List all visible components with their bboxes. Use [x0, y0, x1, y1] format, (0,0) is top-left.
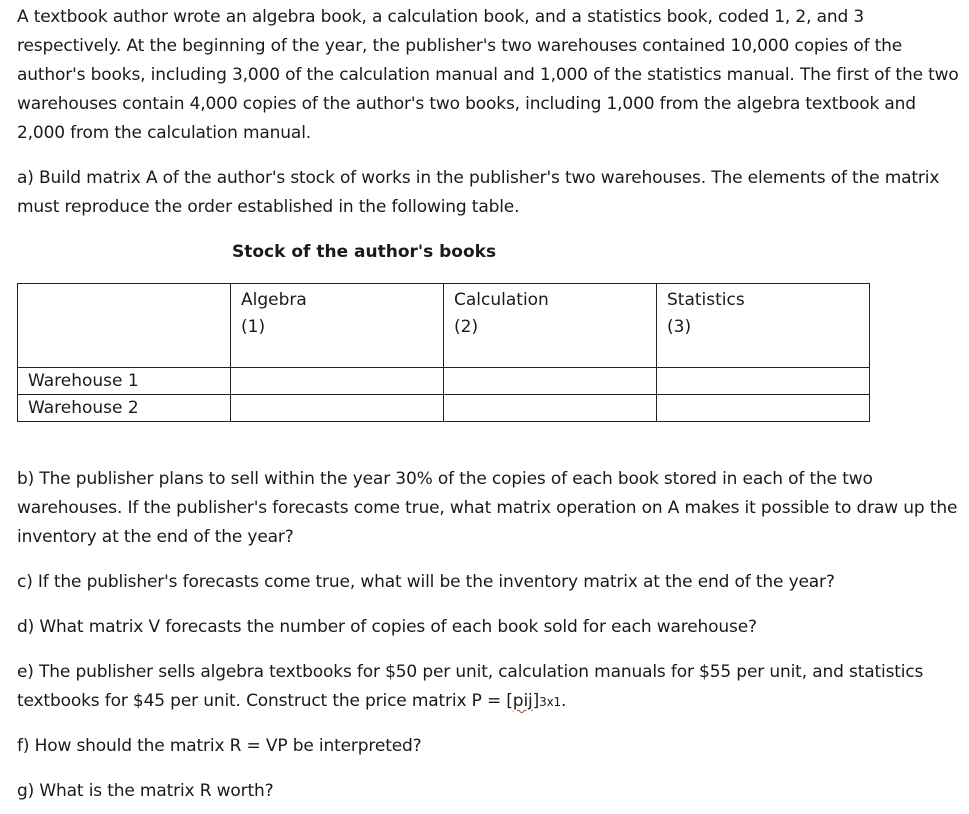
table-corner-cell	[18, 284, 231, 368]
table-cell	[657, 395, 870, 422]
header-name: Calculation	[454, 290, 549, 310]
header-code: (3)	[667, 317, 692, 337]
question-f: f) How should the matrix R = VP be interpreted?	[17, 736, 422, 756]
table-cell	[231, 395, 444, 422]
header-name: Algebra	[241, 290, 307, 310]
intro-paragraph: A textbook author wrote an algebra book, a calculation book, and a statistics book, coded 1, 2, and 3 respectively. At the beginning of the year, the publisher's two warehouses contained 10,000 copies of the author's books, including 3,000 of the calculation manual and 1,000 of the statistics manual. The first of the two warehouses contain 4,000 copies of the author's two books, including 1,000 from the algebra textbook and 2,000 from the calculation manual.	[17, 7, 959, 143]
question-c: c) If the publisher's forecasts come true, what will be the inventory matrix at the end of the year?	[17, 572, 835, 592]
header-statistics	[657, 284, 870, 368]
table-cell	[444, 395, 657, 422]
row-label: Warehouse 1	[18, 368, 231, 395]
table-cell	[657, 368, 870, 395]
table-row	[18, 395, 870, 422]
header-name: Statistics	[667, 290, 745, 310]
header-code: (1)	[241, 317, 266, 337]
header-calculation	[444, 284, 657, 368]
table-cell	[231, 368, 444, 395]
row-label: Warehouse 2	[18, 395, 231, 422]
question-e-end: .	[561, 691, 567, 711]
table-row	[18, 368, 870, 395]
table-header-row	[18, 284, 870, 368]
header-algebra	[231, 284, 444, 368]
stock-table	[17, 283, 870, 422]
question-e	[17, 658, 962, 717]
question-d: d) What matrix V forecasts the number of copies of each book sold for each warehouse?	[17, 617, 757, 637]
question-g: g) What is the matrix R worth?	[17, 781, 274, 801]
question-a: a) Build matrix A of the author's stock of works in the publisher's two warehouses. The elements of the matrix must reproduce the order established in the following table.	[17, 168, 940, 217]
question-b: b) The publisher plans to sell within the year 30% of the copies of each book stored in each of the two warehouses. If the publisher's forecasts come true, what matrix operation on A makes it possible to draw up the inventory at the end of the year?	[17, 469, 958, 547]
table-cell	[444, 368, 657, 395]
spellcheck-underlined-word: pij	[512, 691, 533, 711]
table-title: Stock of the author's books	[232, 242, 497, 262]
matrix-dimension-subscript: 3x1	[539, 695, 561, 709]
question-e-bracket: ]	[532, 691, 540, 711]
question-e-text: e) The publisher sells algebra textbooks for $50 per unit, calculation manuals for $55 per unit, and statistics textbooks for $45 per unit. Construct the price matrix P = [	[17, 662, 924, 711]
header-code: (2)	[454, 317, 479, 337]
